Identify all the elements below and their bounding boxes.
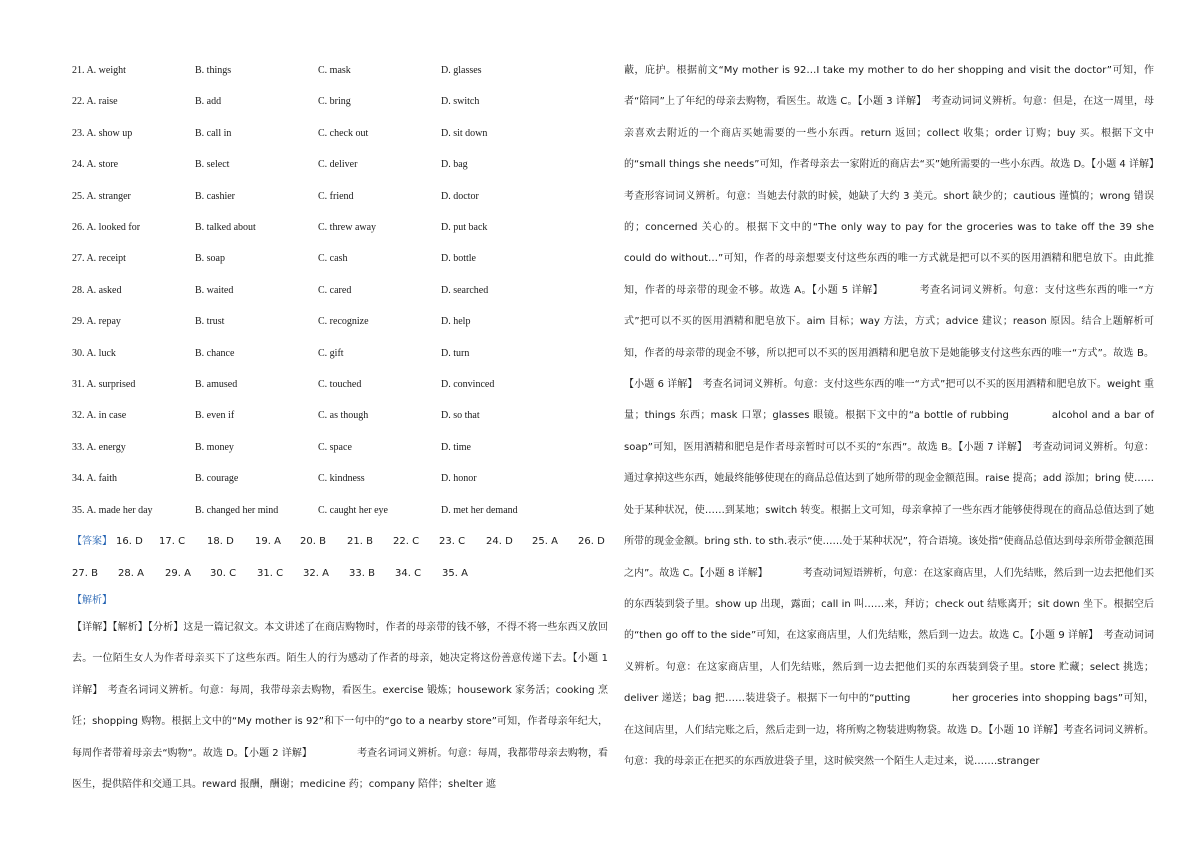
option-d: D. so that — [441, 410, 480, 422]
answer-item: 32. A — [303, 568, 329, 579]
option-b: B. soap — [195, 253, 225, 265]
answer-item: 22. C — [393, 536, 420, 547]
option-c: C. check out — [318, 127, 369, 139]
option-d: D. glasses — [441, 65, 482, 76]
option-a: 23. A. show up — [72, 127, 133, 139]
answer-line-1 — [72, 532, 607, 552]
option-a: 34. A. faith — [72, 473, 117, 485]
option-a: 29. A. repay — [72, 316, 121, 328]
option-c: C. cared — [318, 284, 352, 296]
option-b: B. call in — [195, 127, 232, 139]
option-d: D. turn — [441, 347, 470, 359]
option-a: 30. A. luck — [72, 347, 116, 359]
option-d: D. bag — [441, 159, 468, 171]
answer-item: 26. D — [578, 536, 605, 547]
option-d: D. bottle — [441, 253, 476, 265]
answer-item: 17. C — [159, 536, 186, 547]
option-a: 31. A. surprised — [72, 379, 136, 390]
option-b: B. trust — [195, 316, 225, 328]
option-c: C. cash — [318, 253, 348, 265]
option-b: B. add — [195, 96, 222, 108]
option-d: D. met her demand — [441, 504, 518, 516]
analysis-label: 【解析】 — [72, 595, 112, 606]
option-c: C. as though — [318, 410, 369, 422]
answer-item: 34. C — [395, 568, 422, 579]
answer-item: 28. A — [118, 568, 144, 579]
option-b: B. cashier — [195, 190, 235, 202]
option-b: B. even if — [195, 410, 235, 422]
explanation-right: 蔽，庇护。根据前文“My mother is 92…I take my mother to do her shopping and visit the doctor”可知，作者“陪同”上了年纪的母亲去购物，看医生。故选 C。【小题 3 详解】 考查动词词义辨析。句意：但是，在这一周里，母亲喜欢去附近的一个商店买她需要的一些小东西。return 返回；collect 收集；order 订购；buy 买。根据下文中的“small things she needs”可知，作者母亲去一家附近的商店去“买”她所需要的一些小东西。故选 D。【小题 4 详解】 考查形容词词义辨析。句意：当她去付款的时候，她缺了大约 3 美元。short 缺少的；cautious 谨慎的；wrong 错误的；concerned 关心的。根据下文中的“The only way to pay for the groceries was to take off the 39 she could do without…”可知，作者的母亲想要支付这些东西的唯一方式就是把可以不买的医用酒精和肥皂放下。由此推知，作者的母亲带的现金不够。故选 A。【小题 5 详解】 考查名词词义辨析。句意：支付这些东西的唯一“方式”把可以不买的医用酒精和肥皂放下。aim 目标；way 方法，方式；advice 建议；reason 原因。结合上题解析可知，作者的母亲带的现金不够，所以把可以不买的医用酒精和肥皂放下是她能够支付这些东西的唯一“方式”。故选 B。【小题 6 详解】 考查名词词义辨析。句意：支付这些东西的唯一“方式”把可以不买的医用酒精和肥皂放下。weight 重量；things 东西；mask 口罩；glasses 眼镜。根据下文中的“a bottle of rubbing alcohol and a bar of soap”可知，医用酒精和肥皂是作者母亲暂时可以不买的“东西”。故选 B。【小题 7 详解】 考查动词词义辨析。句意：通过拿掉这些东西，她最终能够使现在的商品总值达到了她所带的现金金额范围。raise 提高；add 添加；bring 使……处于某种状况，使……到某地；switch 转变。根据上文可知，母亲拿掉了一些东西才能够使得现在的商品总值达到了她所带的现金金额。bring sth. to sth.表示“使……处于某种状况”，符合语境。该处指“使商品总值达到母亲所带金额范围之内”。故选 C。【小题 8 详解】 考查动词短语辨析，句意：在这家商店里，人们先结账，然后到一边去把他们买的东西装到袋子里。show up 出现，露面；call in 叫……来，拜访；check out 结账离开；sit down 坐下。根据空后的“then go off to the side”可知，在这家商店里，人们先结账，然后到一边去。故选 C。【小题 9 详解】 考查动词词义辨析。句意：在这家商店里，人们先结账，然后到一边去把他们买的东西装到袋子里。store 贮藏；select 挑选；deliver 递送；bag 把……装进袋子。根据下一句中的“putting her groceries into shopping bags”可知，在这间店里，人们结完账之后，然后走到一边，将所购之物装进购物袋。故选 D。【小题 10 详解】考查名词词义辨析。句意：我的母亲正在把买的东西放进袋子里，这时候突然一个陌生人走过来，说…….stranger — [624, 65, 1164, 767]
option-d: D. honor — [441, 473, 477, 485]
option-c: C. caught her eye — [318, 504, 388, 516]
answer-item: 33. B — [349, 568, 375, 579]
answer-item: 31. C — [257, 568, 284, 579]
option-c: C. kindness — [318, 473, 365, 485]
option-b: B. changed her mind — [195, 504, 279, 516]
option-b: B. amused — [195, 379, 238, 390]
option-d: D. searched — [441, 284, 489, 296]
option-d: D. sit down — [441, 127, 488, 139]
option-a: 32. A. in case — [72, 410, 127, 422]
answer-item: 24. D — [486, 536, 513, 547]
option-d: D. switch — [441, 96, 480, 108]
option-a: 25. A. stranger — [72, 190, 131, 202]
option-c: C. deliver — [318, 159, 358, 171]
answer-item: 27. B — [72, 568, 98, 579]
option-a: 22. A. raise — [72, 96, 118, 108]
option-c: C. threw away — [318, 222, 377, 233]
option-a: 21. A. weight — [72, 65, 126, 76]
option-d: D. help — [441, 316, 471, 328]
answer-item: 35. A — [442, 568, 468, 579]
option-c: C. mask — [318, 65, 351, 76]
option-b: B. select — [195, 159, 230, 171]
answer-label: 【答案】 — [72, 536, 112, 547]
explanation-left: 【详解】【解析】【分析】这是一篇记叙文。本文讲述了在商店购物时，作者的母亲带的钱不够，不得不将一些东西又放回去。一位陌生女人为作者母亲买下了这些东西。陌生人的行为感动了作者的母亲，她决定将这份善意传递下去。【小题 1 详解】 考查名词词义辨析。句意：每周，我带母亲去购物，看医生。exercise 锻炼；housework 家务活；cooking 烹饪；shopping 购物。根据上文中的“My mother is 92”和下一句中的“go to a nearby store”可知，作者母亲年纪大，每周作者带着母亲去“购物”。故选 D。【小题 2 详解】 考查名词词义辨析。句意：每周，我都带母亲去购物，看医生，提供陪伴和交通工具。reward 报酬，酬谢；medicine 药；company 陪伴；shelter 遮 — [72, 622, 608, 791]
option-c: C. space — [318, 441, 352, 453]
answer-item: 21. B — [347, 536, 373, 547]
option-c: C. recognize — [318, 316, 369, 328]
option-a: 24. A. store — [72, 159, 119, 171]
answer-item: 20. B — [300, 536, 326, 547]
option-a: 35. A. made her day — [72, 504, 153, 516]
option-a: 26. A. looked for — [72, 222, 141, 233]
option-b: B. chance — [195, 347, 235, 359]
option-c: C. bring — [318, 96, 351, 108]
option-d: D. doctor — [441, 190, 479, 202]
option-b: B. waited — [195, 284, 234, 296]
option-c: C. friend — [318, 190, 354, 202]
answer-item: 25. A — [532, 536, 558, 547]
option-b: B. talked about — [195, 222, 256, 233]
answer-item: 18. D — [207, 536, 234, 547]
answer-item: 23. C — [439, 536, 466, 547]
option-d: D. time — [441, 441, 471, 453]
option-b: B. money — [195, 441, 234, 453]
option-b: B. courage — [195, 473, 239, 485]
option-a: 27. A. receipt — [72, 253, 126, 265]
answer-item: 19. A — [255, 536, 281, 547]
option-d: D. convinced — [441, 379, 495, 390]
option-d: D. put back — [441, 222, 488, 233]
answer-item: 29. A — [165, 568, 191, 579]
answer-item: 16. D — [116, 536, 143, 547]
option-a: 28. A. asked — [72, 284, 122, 296]
option-b: B. things — [195, 65, 232, 76]
answer-item: 30. C — [210, 568, 237, 579]
option-c: C. touched — [318, 379, 362, 390]
option-a: 33. A. energy — [72, 441, 126, 453]
option-c: C. gift — [318, 347, 344, 359]
